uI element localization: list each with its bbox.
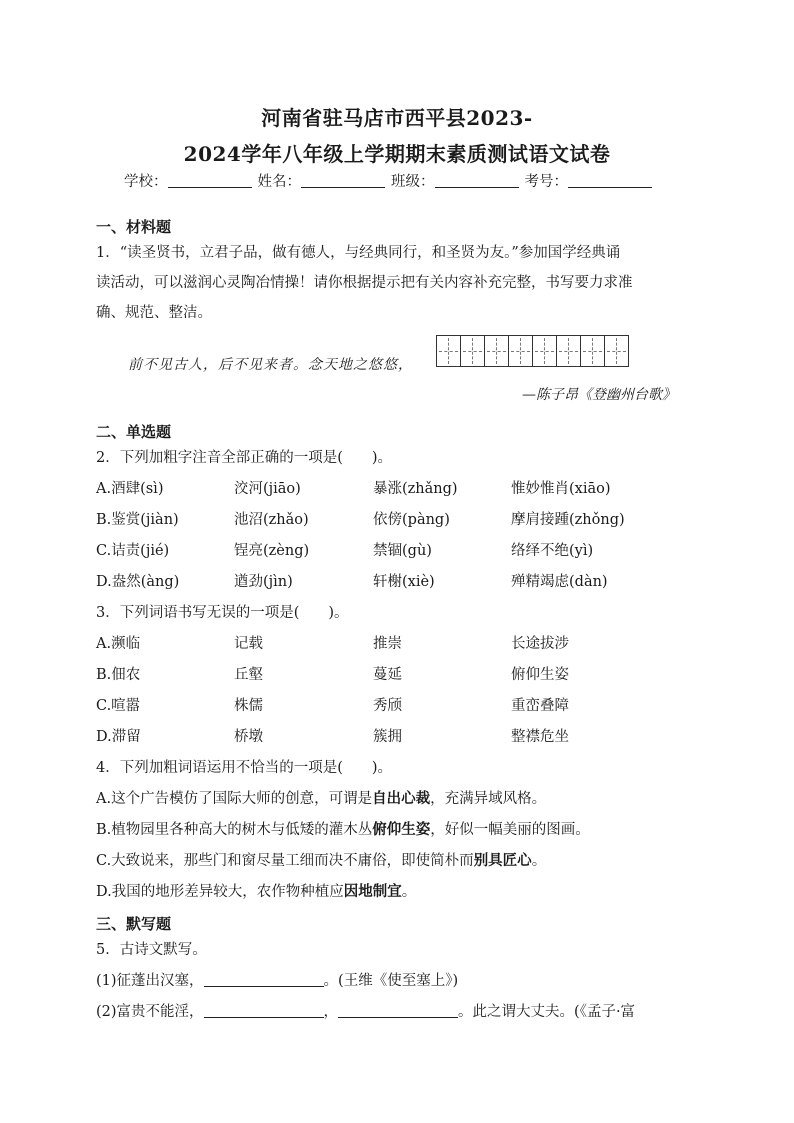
name-label: 姓名： <box>257 174 301 190</box>
grid-cell[interactable] <box>557 336 581 366</box>
q2-option-d-1: D.盎然(àng) <box>96 574 180 590</box>
q3-option-b-4: 俯仰生姿 <box>511 667 569 683</box>
school-field[interactable] <box>168 173 252 188</box>
exam-no-label: 考号： <box>524 174 568 190</box>
q5-p2-text: (2)富贵不能淫， <box>96 1004 204 1020</box>
q5-p1-text: (1)征蓬出汉塞， <box>96 973 204 989</box>
q5-stem: 5．古诗文默写。 <box>96 942 207 958</box>
q2-option-b-4: 摩肩接踵(zhǒng) <box>511 512 625 528</box>
grid-cell[interactable] <box>437 336 461 366</box>
q3-option-b-1: B.佃农 <box>96 667 141 683</box>
q3-option-a-3: 推崇 <box>373 636 402 652</box>
q2-option-b-2: 池沼(zhǎo) <box>234 512 309 528</box>
q5-part-1 <box>96 969 458 990</box>
q2-option-a-3: 暴涨(zhǎng) <box>373 481 458 497</box>
q3-option-a-2: 记载 <box>234 636 263 652</box>
q2-option-d-3: 轩榭(xiè) <box>373 574 435 590</box>
q1-text-line2: 读活动，可以滋润心灵陶冶情操！请你根据提示把有关内容补充完整，书写要力求准 <box>96 275 633 291</box>
q4-d-keyword: 因地制宜 <box>343 883 402 900</box>
q3-option-d-1: D.滞留 <box>96 729 141 745</box>
class-field[interactable] <box>435 173 519 188</box>
q4-option-a <box>96 787 546 808</box>
q2-option-b-3: 依傍(pàng) <box>373 512 450 528</box>
q5-p2-answer-blank-1[interactable] <box>204 1003 324 1018</box>
exam-title-line1: 河南省驻马店市西平县2023- <box>261 106 533 130</box>
q3-option-c-4: 重峦叠障 <box>511 698 569 714</box>
section-heading-1: 一、材料题 <box>96 218 172 236</box>
q5-p2-comma: ， <box>323 1004 339 1020</box>
q4-c-text: C.大致说来，那些门和窗尽量工细而决不庸俗，即使简朴而 <box>96 853 474 869</box>
exam-title-line2: 2024学年八年级上学期期末素质测试语文试卷 <box>183 142 611 166</box>
q5-p2-source: 。此之谓大丈夫。(《孟子·富 <box>458 1004 636 1020</box>
q5-p1-source: 。(王维《使至塞上》) <box>323 973 459 989</box>
q2-option-a-1: A.酒肆(sì) <box>96 481 164 497</box>
q2-option-a-4: 惟妙惟肖(xiāo) <box>511 481 611 497</box>
q4-a-keyword: 自出心裁 <box>372 790 431 807</box>
q2-option-d-2: 遒劲(jìn) <box>234 574 293 590</box>
q2-option-c-3: 禁锢(gù) <box>373 543 432 559</box>
grid-cell[interactable] <box>461 336 485 366</box>
grid-cell[interactable] <box>485 336 509 366</box>
q4-b-text: B.植物园里各种高大的树木与低矮的灌木丛 <box>96 822 373 838</box>
q4-c-keyword: 别具匠心 <box>473 852 532 869</box>
q4-a-text: A.这个广告模仿了国际大师的创意，可谓是 <box>96 791 373 807</box>
q5-part-2 <box>96 1000 635 1021</box>
q3-option-b-3: 蔓延 <box>373 667 402 683</box>
q1-text-line3: 确、规范、整洁。 <box>96 305 212 321</box>
q4-d-text-end: 。 <box>401 884 417 900</box>
q2-stem: 2．下列加粗字注音全部正确的一项是( )。 <box>96 450 393 466</box>
q3-option-d-4: 整襟危坐 <box>511 729 569 745</box>
q2-option-b-1: B.鉴赏(jiàn) <box>96 512 179 528</box>
q5-p1-answer-blank[interactable] <box>204 972 324 987</box>
grid-cell[interactable] <box>581 336 605 366</box>
q3-option-a-1: A.濒临 <box>96 636 141 652</box>
q2-option-a-2: 洨河(jiāo) <box>234 481 301 497</box>
q1-handwritten-poem: 前不见古人，后不见来者。念天地之悠悠， <box>128 357 413 373</box>
q4-c-text-end: 。 <box>531 853 547 869</box>
q2-option-d-4: 殚精竭虑(dàn) <box>511 574 608 590</box>
school-label: 学校： <box>124 174 168 190</box>
q3-option-c-3: 秀颀 <box>373 698 402 714</box>
q3-option-a-4: 长途拔涉 <box>511 636 569 652</box>
q4-option-b <box>96 818 590 839</box>
q3-option-d-3: 簇拥 <box>373 729 402 745</box>
grid-cell[interactable] <box>509 336 533 366</box>
q2-option-c-4: 络绎不绝(yì) <box>511 543 594 559</box>
q2-option-c-2: 锃亮(zèng) <box>234 543 310 559</box>
grid-cell[interactable] <box>605 336 628 366</box>
q2-option-c-1: C.诘责(jié) <box>96 543 170 559</box>
q4-stem: 4．下列加粗词语运用不恰当的一项是( )。 <box>96 760 393 776</box>
q3-option-c-2: 株儒 <box>234 698 263 714</box>
q1-poem-author: —陈子昂《登幽州台歌》 <box>522 387 676 403</box>
q4-d-text: D.我国的地形差异较大，农作物种植应 <box>96 884 344 900</box>
grid-cell[interactable] <box>533 336 557 366</box>
q4-b-keyword: 俯仰生姿 <box>372 821 431 838</box>
q4-option-c <box>96 849 546 870</box>
section-heading-2: 二、单选题 <box>96 423 172 441</box>
q4-a-text-end: ，充满异域风格。 <box>430 791 547 807</box>
q1-writing-grid[interactable] <box>436 335 629 367</box>
q3-option-b-2: 丘壑 <box>234 667 263 683</box>
q3-option-d-2: 桥墩 <box>234 729 263 745</box>
exam-no-field[interactable] <box>568 173 652 188</box>
q3-option-c-1: C.喧嚣 <box>96 698 141 714</box>
q1-text-line1: 1．“读圣贤书，立君子品，做有德人，与经典同行，和圣贤为友。”参加国学经典诵 <box>96 245 621 261</box>
section-heading-3: 三、默写题 <box>96 915 172 933</box>
q5-p2-answer-blank-2[interactable] <box>338 1003 458 1018</box>
name-field[interactable] <box>301 173 385 188</box>
student-info-row <box>124 170 658 191</box>
q4-option-d <box>96 880 416 901</box>
class-label: 班级： <box>391 174 435 190</box>
q3-stem: 3．下列词语书写无误的一项是( )。 <box>96 605 349 621</box>
q4-b-text-end: ，好似一幅美丽的图画。 <box>430 822 590 838</box>
